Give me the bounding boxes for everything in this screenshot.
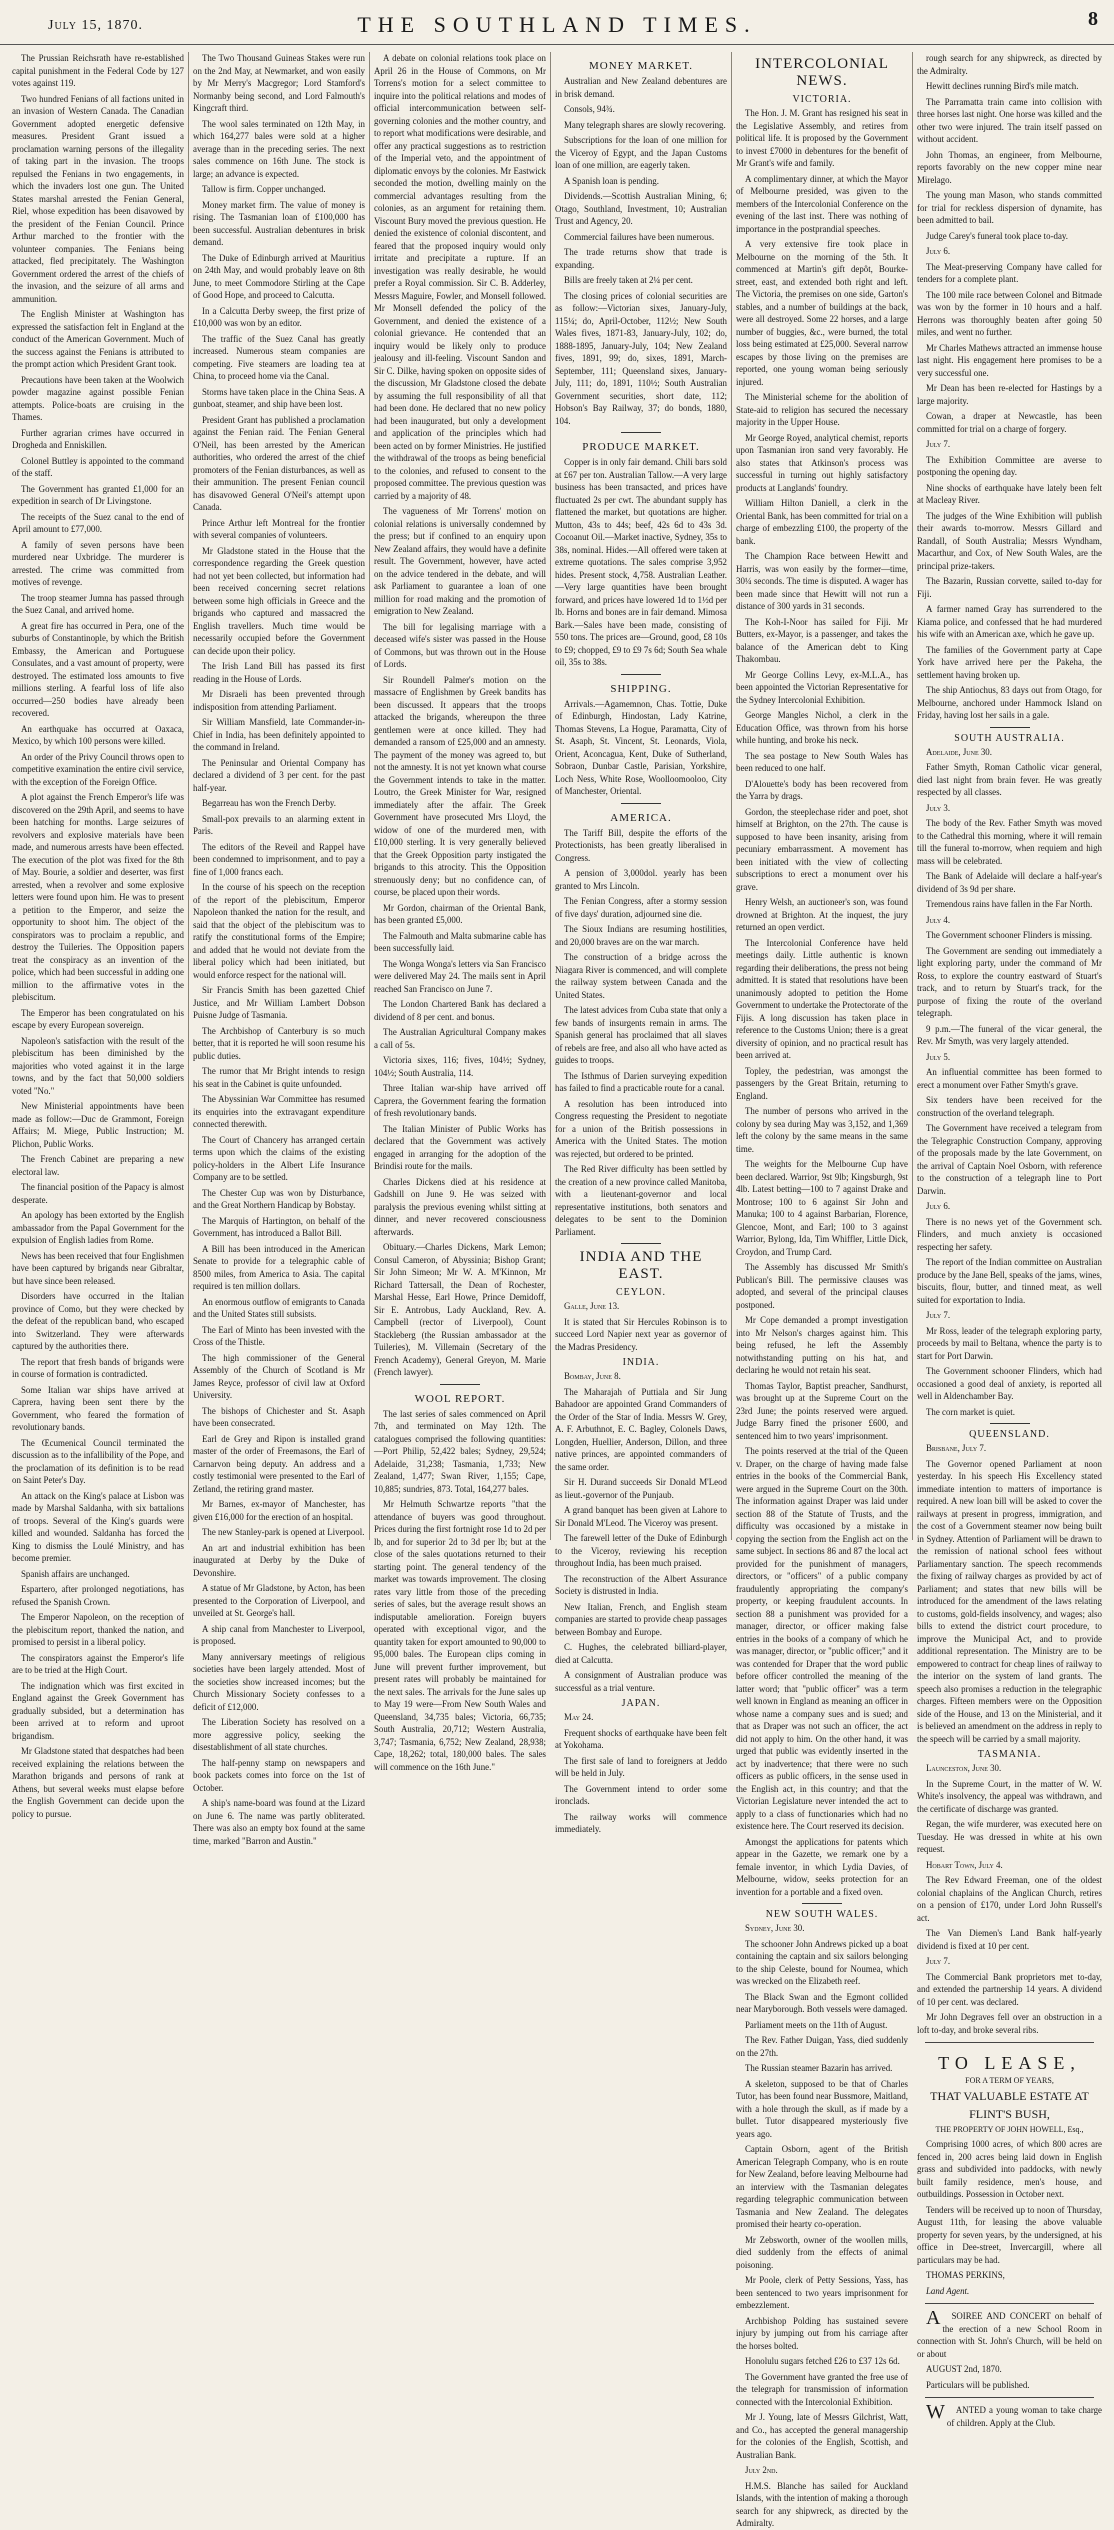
advert-divider bbox=[925, 2397, 1094, 2398]
news-paragraph: The Marquis of Hartington, on behalf of the Government, has introduced a Ballot Bill. bbox=[193, 1215, 365, 1238]
news-paragraph: The new Stanley-park is opened at Liverpool. bbox=[202, 1527, 365, 1537]
issue-date: July 15, 1870. bbox=[48, 18, 143, 33]
news-paragraph: Mr George Royed, analytical chemist, reports upon Tasmanian iron sand very favorably. He also states that Atkinson's process was successful in turning out highly satisfactory products at Langlands' foundry. bbox=[736, 432, 908, 493]
news-paragraph: The Rev. Father Duigan, Yass, died suddenly on the 27th. bbox=[736, 2035, 908, 2058]
news-paragraph: Arrivals.—Agamemnon, Chas. Tottie, Duke of Edinburgh, Hindostan, Lady Katrine, Thomas Stevens, La Hogue, Paramatta, City of St. Asaph, St. Vincent, St. Leonards, Viola, Orient, Aconcagua, Kent, Duke of Sutherland, Sobraon, Dunbar Castle, Parisian, Yorkshire, Loch Ness, White Rose, Woolloomooloo, City of Manchester, Oriental. bbox=[555, 698, 727, 796]
dateline: Bombay, June 8. bbox=[564, 1371, 621, 1381]
ad-note: Particulars will be published. bbox=[926, 2379, 1030, 2390]
news-paragraph: The Governor opened Parliament at noon yesterday. In his speech His Excellency stated immediate intention to matters of importance is required. A new loan bill will be asked to cover the railways at present in progress, immigration, and the cost of a Government steamer now being built in Sydney. Attention of Parliament will be drawn to the remission of national school fees without Parliamentary sanction. The speech recommends the fixing of railway charges as provided by act of Parliament; and states that new bills will be introduced for the amendment of the laws relating to customs, gold-fields insolvency, and wages; also bills to extend the district court procedure, to improve the Municipal Act, and to provide additional representation. The Ministry are to be empowered to contract for cheap lines of railway to the interior on the system of land grants. The speech also promises a reduction in the telegraphic charges. Fifteen members were on the Opposition side of the House, and 13 on the Ministerial, and it is believed an amendment on the address in reply to the speech will be carried by a small majority. bbox=[917, 1458, 1102, 1744]
dateline: July 4. bbox=[926, 914, 951, 925]
news-paragraph: Regan, the wife murderer, was executed here on Tuesday. He was dressed in white at his own request. bbox=[917, 1819, 1102, 1854]
news-paragraph: Mr Disraeli has been prevented through indisposition from attending Parliament. bbox=[193, 689, 365, 712]
news-paragraph: Mr J. Young, late of Messrs Gilchrist, Watt, and Co., has accepted the general managership for the colonies of the English, Scottish, and Australian Bank. bbox=[736, 2412, 908, 2460]
news-paragraph: The railway works will commence immediately. bbox=[555, 1811, 727, 1834]
news-paragraph: The Archbishop of Canterbury is so much better, that it is reported he will soon resume his public duties. bbox=[193, 1025, 365, 1061]
section-divider bbox=[990, 727, 1030, 728]
news-paragraph: The Emperor has been congratulated on his escape by every European sovereign. bbox=[12, 1007, 184, 1030]
news-paragraph: Amongst the applications for patents which appear in the Gazette, we remark one by a female inventor, in which Lydia Davies, of Melbourne, widow, seeks protection for an invention for a portable and a fixed oven. bbox=[736, 1836, 908, 1897]
news-paragraph: The English Minister at Washington has expressed the satisfaction felt in England at the conduct of the American Government. Much of the success against the Fenians is attributed to the prompt action which President Grant took. bbox=[12, 309, 184, 369]
news-paragraph: Mr George Collins Levy, ex-M.L.A., has been appointed the Victorian Representative for the Sydney Intercolonial Exhibition. bbox=[736, 669, 908, 705]
news-paragraph: The Commercial Bank proprietors met to-day, and extended the partnership 14 years. A dividend of 10 per cent. was declared. bbox=[917, 1971, 1102, 2007]
news-paragraph: Sir Francis Smith has been gazetted Chief Justice, and Mr William Lambert Dobson Puisne Judge of Tasmania. bbox=[193, 985, 365, 1020]
news-paragraph: Victoria sixes, 116; fives, 104½; Sydney, 104½; South Australia, 114. bbox=[374, 1055, 546, 1078]
news-paragraph: Mr Cope demanded a prompt investigation into Mr Nelson's charges against him. This being refused, he left the Assembly notwithstanding putting on his hat, and declaring he would not retain his seat. bbox=[736, 1315, 908, 1375]
news-paragraph: The trade returns show that trade is expanding. bbox=[555, 247, 727, 270]
news-paragraph: Further agrarian crimes have occurred in Drogheda and Enniskillen. bbox=[12, 427, 184, 450]
nsw-news-2 bbox=[736, 2480, 908, 2530]
news-paragraph: A family of seven persons have been murdered near Uxbridge. The murderer is arrested. The crime was committed from motives of revenge. bbox=[12, 539, 184, 587]
america-heading: AMERICA. bbox=[610, 811, 672, 824]
column-2 bbox=[189, 52, 370, 1846]
nsw-heading: NEW SOUTH WALES. bbox=[765, 1909, 879, 1920]
news-paragraph: Mr John Degraves fell over an obstruction in a loft to-day, and broke several ribs. bbox=[917, 2012, 1102, 2035]
news-paragraph: In a Calcutta Derby sweep, the first prize of £10,000 was won by an editor. bbox=[193, 305, 365, 328]
news-paragraph: The Bazarin, Russian corvette, sailed to-day for Fiji. bbox=[917, 576, 1102, 599]
news-paragraph: Parliament meets on the 11th of August. bbox=[745, 2019, 888, 2030]
news-paragraph: Honolulu sugars fetched £26 to £37 12s 6d. bbox=[745, 2356, 900, 2366]
news-paragraph: Mr Dean has been re-elected for Hastings by a large majority. bbox=[917, 383, 1102, 406]
news-paragraph: John Thomas, an engineer, from Melbourne, reports favorably on the new copper mine near Mirelago. bbox=[917, 149, 1102, 185]
news-paragraph: Gordon, the steeplechase rider and poet, shot himself at Brighton, on the 27th. The cause is supposed to have been insanity, arising from pecuniary embarrassment. A movement has been initiated with the view of collecting subscriptions to erect a monument over his grave. bbox=[736, 806, 908, 892]
news-paragraph: The Duke of Edinburgh arrived at Mauritius on 24th May, and would probably leave on 8th June, to meet Commodore Stirling at the Cape of Good Hope, and proceed to Calcutta. bbox=[193, 252, 365, 300]
news-paragraph: The troop steamer Jumna has passed through the Suez Canal, and arrived home. bbox=[12, 592, 184, 615]
news-paragraph: The Rev Edward Freeman, one of the oldest colonial chaplains of the Anglican Church, retires on a pension of £170, under Lord John Russell's act. bbox=[917, 1875, 1102, 1923]
ad-date: AUGUST 2nd, 1870. bbox=[926, 2364, 1002, 2374]
news-paragraph: The indignation which was first excited in England against the Greek Government has gradually subsided, but a determination has been arrived at to reform and uproot brigandism. bbox=[12, 1680, 184, 1741]
section-divider bbox=[621, 803, 661, 804]
news-paragraph: The Liberation Society has resolved on a more aggressive policy, seeking the disestablishment of all state churches. bbox=[193, 1717, 365, 1752]
news-paragraph: The Intercolonial Conference have held meetings daily. Little authentic is known regarding their deliberations, the press not being admitted. It is stated that resolutions have been unanimously adopted to petition the Home Government to undertake the Protectorate of the Fijis. A long discussion has taken place in reference to the Customs Union; there is a great diversity of opinion, and no practical result has been arrived at. bbox=[736, 937, 908, 1060]
news-paragraph: A farmer named Gray has surrendered to the Kiama police, and confessed that he had murdered his wife with an American axe, which he gave up. bbox=[917, 604, 1102, 639]
section-divider bbox=[621, 432, 661, 433]
news-paragraph: A Bill has been introduced in the American Senate to provide for a telegraphic cable of 8500 miles, from America to Asia. The capital required is ten million dollars. bbox=[193, 1243, 365, 1291]
news-paragraph: An attack on the King's palace at Lisbon was made by Marshal Saldanha, with six battalions of troops. Several of the King's guards were killed and wounded. Saldanha has forced the King to dismiss the Loulé Ministry, and has become premier. bbox=[12, 1490, 184, 1563]
news-paragraph: Many telegraph shares are slowly recovering. bbox=[564, 119, 726, 130]
news-paragraph: Cowan, a draper at Newcastle, has been committed for trial on a charge of forgery. bbox=[917, 411, 1102, 434]
news-paragraph: The families of the Government party at Cape York have arrived here per the Pakeha, the settlement having broken up. bbox=[917, 644, 1102, 680]
news-paragraph: The 100 mile race between Colonel and Bitmade was won by the former in 10 hours and a half. Herrons was thoroughly beaten after going 50 miles, and went no further. bbox=[917, 289, 1102, 337]
ad-body: Comprising 1000 acres, of which 800 acres are fenced in, 200 acres being laid down in English grass and subdivided into paddocks, with newly built family residence, men's house, and outbuildings. Possession in October next. bbox=[917, 2139, 1102, 2199]
news-paragraph: Mr Helmuth Schwartze reports "that the attendance of buyers was good throughout. Prices during the first fortnight rose 1d to 2d per lb, and for superior 2d to 3d per lb; but at the close of the sales quotations returned to their starting point. The general tendency of the market was towards improvement. The closing rates vary little from those of the preceding series of sales, but the average result shows an indisputable amelioration. Foreign buyers operated with exceptional vigor, and the quantity taken for export amounted to 90,000 to 95,000 bales. The European clips coming in June will prevent further improvement, but present rates will probably be maintained for the next sales. The arrivals for the June sales up to May 19 were—From New South Wales and Queensland, 34,735 bales; Victoria, 66,735; South Australia, 20,712; Western Australia, 3,747; Tasmania, 6,752; New Zealand, 28,938; Cape, 18,262; total, 180,000 bales. The sales will commence on the 16th June." bbox=[374, 1499, 546, 1772]
dateline: July 3. bbox=[926, 802, 951, 813]
japan-news bbox=[555, 1727, 727, 1836]
ad-body: WANTED a young woman to take charge of children. Apply at the Club. bbox=[926, 2401, 1102, 2428]
section-divider bbox=[621, 674, 661, 675]
news-paragraph: Judge Carey's funeral took place to-day. bbox=[926, 230, 1068, 241]
dateline: Hobart Town, July 4. bbox=[926, 1859, 1003, 1870]
ad-signature: THOMAS PERKINS, bbox=[926, 2270, 1005, 2280]
news-paragraph: Topley, the pedestrian, was amongst the passengers by the Great Britain, returning to England. bbox=[736, 1065, 908, 1101]
news-paragraph: President Grant has published a proclamation against the Fenian raid. The Fenian General O'Neil, has been arrested by the American authorities, who ordered the arrest of the chief promoters of the Fenian disturbances, as well as their ammunition. The present Fenian council has disavowed General O'Neil's attempt upon Canada. bbox=[193, 414, 365, 512]
news-paragraph: A Spanish loan is pending. bbox=[564, 175, 659, 186]
news-paragraph: Australian and New Zealand debentures are in brisk demand. bbox=[555, 76, 727, 99]
news-paragraph: The Court of Chancery has arranged certain terms upon which the claims of the existing policy-holders in the Albert Life Insurance Company are to be settled. bbox=[193, 1134, 365, 1182]
news-paragraph: Money market firm. The value of money is rising. The Tasmanian loan of £100,000 has been successful. Australian debentures in brisk demand. bbox=[193, 199, 365, 247]
news-paragraph: Obituary.—Charles Dickens, Mark Lemon; Consul Cameron, of Abyssinia; Bishop Grant; Sir John Simeon; Mr W. A. M'Kinnon, Mr Richard Tattersall, the Dean of Rochester, Marshal Hesse, Earl Howe, Prince Demidoff, Sir E. Antrobus, Lady Auckland, Rev. A. Campbell (rector of Liverpool), Count Stackleberg (the Russian ambassador at the Tuileries), M. Villemain (Secretary of the French Academy), General Greyon, M. Marie (French lawyer). bbox=[374, 1242, 546, 1377]
money-market bbox=[555, 75, 727, 427]
dateline: Sydney, June 30. bbox=[745, 1923, 805, 1933]
news-paragraph: Subscriptions for the loan of one million for the Viceroy of Egypt, and the Japan Customs loan of one million, are eagerly taken. bbox=[555, 135, 727, 170]
advert-divider bbox=[925, 2042, 1094, 2043]
news-paragraph: Archbishop Polding has sustained severe injury by jumping out from his carriage after the horses bolted. bbox=[736, 2315, 908, 2351]
news-paragraph: The Koh-I-Noor has sailed for Fiji. Mr Butters, ex-Mayor, is a passenger, and takes the balance of the American debt to King Thakombau. bbox=[736, 616, 908, 664]
news-paragraph: The Government have received a telegram from the Telegraphic Construction Company, approving of the proposals made by the late Government, on the arrival of Captain Noel Osborn, with reference to the construction of a telegraph line to Port Darwin. bbox=[917, 1123, 1102, 1196]
news-paragraph: The ship Antiochus, 83 days out from Otago, for Melbourne, anchored under Hammock Island on Friday, having lost her sails in a gale. bbox=[917, 685, 1102, 720]
south-australia-heading: SOUTH AUSTRALIA. bbox=[954, 732, 1065, 744]
news-paragraph: An order of the Privy Council throws open to competitive examination the entire civil service, with the exception of the Foreign Office. bbox=[12, 751, 184, 787]
news-paragraph: A grand banquet has been given at Lahore to Sir Donald M'Leod. The Viceroy was present. bbox=[555, 1505, 727, 1528]
japan-heading: JAPAN. bbox=[621, 1698, 661, 1709]
column-6 bbox=[913, 52, 1106, 2428]
news-paragraph: A complimentary dinner, at which the Mayor of Melbourne presided, was given to the members of the Intercolonial Conference on the evening of the last inst. There was nothing of importance in the postprandial speeches. bbox=[736, 173, 908, 234]
news-paragraph: rough search for any shipwreck, as directed by the Admiralty. bbox=[917, 53, 1102, 76]
news-paragraph: New Italian, French, and English steam companies are started to provide cheap passages between Bombay and Europe. bbox=[555, 1601, 727, 1637]
ad-body-2: Tenders will be received up to noon of Thursday, August 11th, for leasing the above valuable property for seven years, by the undersigned, at his office in Dee-street, Invercargill, where all particulars may be had. bbox=[917, 2204, 1102, 2265]
news-paragraph: The Maharajah of Puttiala and Sir Jung Bahadoor are appointed Grand Commanders of the Order of the Star of India. Messrs W. Grey, A. F. Arbuthnot, E. C. Bagley, Colonels Daws, Longden, Huellier, Anderson, Dillon, and three native princes, are appointed commanders of the same order. bbox=[555, 1386, 727, 1472]
news-paragraph: Mr Poole, clerk of Petty Sessions, Yass, has been sentenced to two years imprisonment for embezzlement. bbox=[736, 2275, 908, 2310]
intercolonial-heading: INTERCOLONIAL NEWS. bbox=[755, 56, 889, 89]
news-paragraph: The report that fresh bands of brigands were in course of formation is contradicted. bbox=[12, 1356, 184, 1379]
section-divider bbox=[440, 1384, 480, 1385]
ad-title: TO LEASE, bbox=[938, 2053, 1081, 2073]
news-paragraph: Mr Zebsworth, owner of the woollen mills, died suddenly from the effects of animal poisoning. bbox=[736, 2234, 908, 2270]
sa-news-2 bbox=[917, 817, 1102, 911]
news-paragraph: The reconstruction of the Albert Assurance Society is distrusted in India. bbox=[555, 1573, 727, 1596]
ad-owner: THE PROPERTY OF JOHN HOWELL, Esq., bbox=[935, 2125, 1084, 2134]
news-paragraph: An apology has been extorted by the English ambassador from the Papal Government for the expulsion of English ladies from Rome. bbox=[12, 1210, 184, 1245]
news-paragraph: Commercial failures have been numerous. bbox=[564, 231, 715, 242]
news-paragraph: The corn market is quiet. bbox=[926, 1406, 1015, 1417]
news-paragraph: George Mangles Nichol, a clerk in the Education Office, was thrown from his horse while hunting, and broke his neck. bbox=[736, 710, 908, 745]
column-5 bbox=[732, 52, 913, 2528]
news-paragraph: Prince Arthur left Montreal for the frontier with several companies of volunteers. bbox=[193, 517, 365, 540]
news-paragraph: 9 p.m.—The funeral of the vicar general, the Rev. Mr Smyth, was very largely attended. bbox=[917, 1023, 1102, 1046]
ceylon-news bbox=[555, 1316, 727, 1354]
news-paragraph: Mr Ross, leader of the telegraph exploring party, proceeds by mail to Beltana, whence the party is to start for Port Darwin. bbox=[917, 1325, 1102, 1361]
section-divider bbox=[802, 1903, 842, 1904]
lease-advertisement bbox=[917, 2053, 1102, 2297]
news-paragraph: Mr Barnes, ex-mayor of Manchester, has given £16,000 for the erection of an hospital. bbox=[193, 1499, 365, 1522]
news-paragraph: Nine shocks of earthquake have lately been felt at Macleay River. bbox=[917, 482, 1102, 505]
dateline: July 2nd. bbox=[745, 2465, 778, 2475]
news-paragraph: In the course of his speech on the reception of the report of the plebiscitum, Emperor Napoleon thanked the nation for the result, and said that the object of the plebiscitum was to ratify the constitutional forms of the Empire; and added that he would not deviate from the liberal policy which had been initiated, but would enforce respect for the national will. bbox=[193, 882, 365, 980]
news-paragraph: A consignment of Australian produce was successful as a trial venture. bbox=[555, 1670, 727, 1693]
news-paragraph: Consols, 94¾. bbox=[564, 104, 615, 114]
ad-signature-title: Land Agent. bbox=[926, 2285, 970, 2296]
news-paragraph: The Exhibition Committee are averse to postponing the opening day. bbox=[917, 454, 1102, 477]
news-paragraph: The Van Diemen's Land Bank half-yearly dividend is fixed at 10 per cent. bbox=[917, 1928, 1102, 1951]
news-paragraph: The Government schooner Flinders, which had occasioned a good deal of anxiety, is reported all well in Aldenchamber Bay. bbox=[917, 1366, 1102, 1401]
nsw-news-july-7 bbox=[917, 454, 1102, 722]
news-paragraph: The Sioux Indians are resuming hostilities, and 20,000 braves are on the war march. bbox=[555, 924, 727, 947]
news-paragraph: A very extensive fire took place in Melbourne on the morning of the 5th. It commenced at Martin's gift depôt, Bourke-street, east, and extended both right and left. The Victoria, the premises on one side, Garton's stables, and a number of buildings at the back, were all destroyed. Some 22 horses, and a large number of buggies, &c., were burned, the total loss being estimated at £25,000. Several narrow escapes by those living on the premises are reported, one young woman being seriously injured. bbox=[736, 239, 908, 387]
news-paragraph: The bishops of Chichester and St. Asaph have been consecrated. bbox=[193, 1405, 365, 1428]
news-paragraph: The Isthmus of Darien surveying expedition has failed to find a practicable route for a canal. bbox=[555, 1070, 727, 1093]
news-paragraph: Sir William Mansfield, late Commander-in-Chief in India, has been definitely appointed to the command in Ireland. bbox=[193, 717, 365, 752]
newspaper-title: THE SOUTHLAND TIMES. bbox=[357, 12, 757, 37]
dateline: Launceston, June 30. bbox=[926, 1763, 1002, 1773]
ad-headline: THAT VALUABLE ESTATE AT bbox=[930, 2089, 1089, 2103]
news-paragraph: The Parramatta train came into collision with three horses last night. One horse was killed and the other two were injured. The train itself passed on without accident. bbox=[917, 96, 1102, 144]
ceylon-heading: CEYLON. bbox=[615, 1287, 667, 1298]
india-heading: INDIA. bbox=[622, 1357, 660, 1368]
news-paragraph: The latest advices from Cuba state that only a few bands of insurgents remain in arms. The Spanish general has proclaimed that all slaves of rebels are free, and also all who have acted as guides to troops. bbox=[555, 1005, 727, 1065]
news-paragraph: A ship canal from Manchester to Liverpool, is proposed. bbox=[193, 1623, 365, 1646]
sa-news bbox=[917, 761, 1102, 799]
news-paragraph: Hewitt declines running Bird's mile match. bbox=[926, 81, 1079, 91]
news-paragraph: An art and industrial exhibition has been inaugurated at Derby by the Duke of Devonshire. bbox=[193, 1542, 365, 1578]
news-paragraph: The French Cabinet are preparing a new electoral law. bbox=[12, 1154, 184, 1177]
news-paragraph: Frequent shocks of earthquake have been felt at Yokohama. bbox=[555, 1727, 727, 1750]
news-paragraph: The report of the Indian committee on Australian produce by the Jane Bell, speaks of the jams, wines, biscuits, flour, butter, and tinned meat, as well suited for exportation to India. bbox=[917, 1257, 1102, 1305]
news-paragraph: The bill for legalising marriage with a deceased wife's sister was passed in the House of Commons, but was thrown out in the House of Lords. bbox=[374, 621, 546, 669]
news-paragraph: The sea postage to New South Wales has been reduced to one half. bbox=[736, 750, 908, 773]
news-paragraph: An influential committee has been formed to erect a monument over Father Smyth's grave. bbox=[917, 1067, 1102, 1090]
news-paragraph: The Fenian Congress, after a stormy session of five days' duration, adjourned sine die. bbox=[555, 896, 727, 919]
news-paragraph: A resolution has been introduced into Congress requesting the President to negotiate for a union of the British possessions in America with the United States. The motion was rejected, but ordered to be printed. bbox=[555, 1098, 727, 1159]
news-paragraph: There is no news yet of the Government sch. Flinders, and much anxiety is occasioned respecting her safety. bbox=[917, 1216, 1102, 1252]
news-paragraph: Espartero, after prolonged negotiations, has refused the Spanish Crown. bbox=[12, 1584, 184, 1607]
dateline: Galle, June 13. bbox=[564, 1301, 620, 1311]
news-paragraph: Napoleon's satisfaction with the result of the plebiscitum has been diminished by the majorities who voted against it in the large towns, and by the fact that 50,000 soldiers voted "No." bbox=[12, 1035, 184, 1096]
news-paragraph: The Wonga Wonga's letters via San Francisco were delivered May 24. The mails sent in April reached San Francisco on June 7. bbox=[374, 958, 546, 994]
news-paragraph: The Champion Race between Hewitt and Harris, was won easily by the former—time, 30¼ seconds. The time is disputed. A wager has been made since that Hewitt will not run a distance of 300 yards in 31 seconds. bbox=[736, 551, 908, 611]
news-paragraph: The Prussian Reichsrath have re-established capital punishment in the Federal Code by 127 votes against 119. bbox=[12, 53, 184, 88]
soiree-advertisement bbox=[917, 2307, 1102, 2391]
sa-news-3 bbox=[917, 929, 1102, 1048]
news-paragraph: Begarreau has won the French Derby. bbox=[202, 798, 336, 808]
column-3 bbox=[370, 52, 551, 1772]
queensland-news bbox=[917, 1458, 1102, 1746]
columns bbox=[8, 52, 1106, 2528]
news-paragraph: The Government have granted the free use of the telegraph for transmission of information connected with the Intercolonial Exhibition. bbox=[736, 2371, 908, 2407]
india-east-heading: INDIA AND THE EAST. bbox=[579, 1249, 703, 1282]
news-paragraph: A pension of 3,000dol. yearly has been granted to Mrs Lincoln. bbox=[555, 868, 727, 891]
news-paragraph: Mr Gladstone stated in the House that the correspondence regarding the Greek question had not yet been collected, but information had been received concerning secret relations between some high officials in Greece and the brigands who captured and massacred the English travellers. Much time would be necessarily occupied before the Government can decide upon their policy. bbox=[193, 545, 365, 656]
news-paragraph: The Peninsular and Oriental Company has declared a dividend of 3 per cent. for the past half-year. bbox=[193, 757, 365, 793]
news-paragraph: The editors of the Reveil and Rappel have been condemned to imprisonment, and to pay a fine of 1,000 francs each. bbox=[193, 841, 365, 877]
news-paragraph: D'Alouette's body has been recovered from the Yarra by drags. bbox=[736, 778, 908, 801]
news-paragraph: The Bank of Adelaide will declare a half-year's dividend of 3s 9d per share. bbox=[917, 871, 1102, 894]
news-paragraph: A plot against the French Emperor's life was discovered on the 29th April, and seems to have been hatching for months. Large seizures of revolvers and explosive materials have been made, and numerous arrests have been effected. The execution of the plot was fixed for the 8th of May. Bourie, a soldier and deserter, was first arrested, when a revolver and some explosive letters were found upon him. He was to present a petition to the Emperor, and seize the opportunity to shoot him. The object of the conspirators was to proclaim a republic, and destroy the Tuileries. The Opposition papers treat the conspiracy as an invention of the police, which had been successful in adding one million to the affirmative votes in the plebiscitum. bbox=[12, 792, 184, 1002]
dateline: July 7. bbox=[926, 439, 951, 449]
news-paragraph: The Australian Agricultural Company makes a call of 5s. bbox=[374, 1027, 546, 1050]
ad-location: FLINT'S BUSH, bbox=[969, 2107, 1050, 2121]
america bbox=[555, 827, 727, 1239]
news-paragraph: New Ministerial appointments have been made as follow:—Duc de Grammont, Foreign Affairs; M. Miege, Public Instruction; M. Plichon, Public Works. bbox=[12, 1101, 184, 1149]
tasmania-heading: TASMANIA. bbox=[977, 1749, 1042, 1760]
dateline: Brisbane, July 7. bbox=[926, 1443, 987, 1453]
news-paragraph: The Hon. J. M. Grant has resigned his seat in the Legislative Assembly, and retires from political life. It is proposed by the Government to invest £7000 in debentures for the benefit of Mr Grant's wife and family. bbox=[736, 108, 908, 168]
page-number: 8 bbox=[1088, 8, 1098, 30]
queensland-heading: QUEENSLAND. bbox=[969, 1429, 1050, 1440]
news-paragraph: The Abyssinian War Committee has resumed its enquiries into the extravagant expenditure connected therewith. bbox=[193, 1094, 365, 1129]
news-paragraph: The London Chartered Bank has declared a dividend of 8 per cent. and bonus. bbox=[374, 999, 546, 1022]
news-paragraph: The receipts of the Suez canal to the end of April amount to £77,000. bbox=[12, 511, 184, 534]
news-paragraph: An earthquake has occurred at Oaxaca, Mexico, by which 100 persons were killed. bbox=[12, 723, 184, 746]
news-paragraph: In the Supreme Court, in the matter of W. W. White's insolvency, the appeal was withdrawn, and the certificate of discharge was granted. bbox=[917, 1778, 1102, 1814]
news-paragraph: Tremendous rains have fallen in the Far North. bbox=[926, 899, 1093, 909]
news-paragraph: Two hundred Fenians of all factions united in an invasion of Western Canada. The Canadian Government adopted energetic defensive measures. President Grant issued a proclamation warning persons of the illegality of taking part in the invasion. The troops repulsed the Fenians in two engagements, in which the invaders lost one gun. The United States marshal arrested the Fenian General, Riel, whose expedition has been disavowed by the president of the Fenian Council. Prince Arthur marched to the frontier with the volunteer companies. The Fenians being attacked, fled precipitately. The Washington Government ordered the arrest of the chiefs of the invasion, and the seizure of all arms and ammunition. bbox=[12, 93, 184, 304]
news-paragraph: Mr Charles Mathews attracted an immense house last night. His engagement here promises to be a very successful one. bbox=[917, 342, 1102, 378]
news-paragraph: Henry Welsh, an auctioneer's son, was found drowned at Brighton. At the inquest, the jury returned an open verdict. bbox=[736, 897, 908, 932]
sa-news-5 bbox=[917, 1216, 1102, 1307]
nsw-continued bbox=[917, 52, 1102, 242]
news-paragraph: The schooner John Andrews picked up a boat containing the captain and six sailors belonging to the ship Celeste, bound for Noumea, which was wrecked on the Elizabeth reef. bbox=[736, 1938, 908, 1986]
news-paragraph: The conspirators against the Emperor's life are to be tried at the High Court. bbox=[12, 1652, 184, 1675]
ad-body: ASOIREE AND CONCERT on behalf of the erection of a new School Room in connection with St. John's Church, will be held on or about bbox=[917, 2307, 1102, 2359]
india-news bbox=[555, 1386, 727, 1695]
news-paragraph: The Assembly has discussed Mr Smith's Publican's Bill. The permissive clauses was adopted, and several of the principal clauses postponed. bbox=[736, 1262, 908, 1310]
news-paragraph: Precautions have been taken at the Woolwich powder magazine against possible Fenian attempts. Police-boats are cruising in the Thames. bbox=[12, 374, 184, 422]
dateline: July 5. bbox=[926, 1051, 951, 1062]
news-paragraph: Spanish affairs are unchanged. bbox=[21, 1568, 130, 1579]
produce-market-heading: PRODUCE MARKET. bbox=[582, 441, 700, 453]
news-paragraph: Dividends.—Scottish Australian Mining, 6; Otago, Southland, Investment, 10; Australian Trust and Agency, 20. bbox=[555, 191, 727, 226]
news-paragraph: Sir Roundell Palmer's motion on the massacre of Englishmen by Greek bandits has been discussed. It appears that the troops attacked the brigands, whereupon the three gentlemen were at once killed. They had demanded a ransom of £25,000 and an amnesty. The payment of the money was agreed to, but not the amnesty. It is not yet known what course the Government intends to take in the matter. Loutro, the Greek Minister for War, resigned immediately after the affair. The Greek Government have prosecuted Mrs Lloyd, the widow of one of the murdered men, with £10,000 sterling. It is very generally believed that the Greek Opposition party instigated the brigands to this atrocity. This the Opposition strenuously deny; but no confidence can, of course, be placed upon their words. bbox=[374, 674, 546, 897]
news-paragraph: The Italian Minister of Public Works has declared that the Government was actively engaged in arranging for the adoption of the Brindisi route for the mails. bbox=[374, 1123, 546, 1171]
news-paragraph: The Government intend to order some ironclads. bbox=[555, 1783, 727, 1806]
news-paragraph: The Black Swan and the Egmont collided near Maryborough. Both vessels were damaged. bbox=[736, 1991, 908, 2014]
news-paragraph: The Irish Land Bill has passed its first reading in the House of Lords. bbox=[193, 661, 365, 684]
news-paragraph: Colonel Buttley is appointed to the command of the staff. bbox=[12, 455, 184, 478]
news-paragraph: Disorders have occurred in the Italian province of Como, but they were checked by the defeat of the republican band, who escaped into Switzerland. They were afterwards captured by the authorities there. bbox=[12, 1291, 184, 1351]
news-paragraph: Mr Gordon, chairman of the Oriental Bank, has been granted £5,000. bbox=[374, 902, 546, 925]
news-paragraph: The Russian steamer Bazarin has arrived. bbox=[745, 2063, 893, 2073]
news-paragraph: It is stated that Sir Hercules Robinson is to succeed Lord Napier next year as governor of the Madras Presidency. bbox=[555, 1316, 727, 1352]
sa-news-4 bbox=[917, 1066, 1102, 1197]
news-paragraph: The financial position of the Papacy is almost desperate. bbox=[12, 1182, 184, 1205]
news-paragraph: The construction of a bridge across the Niagara River is commenced, and will complete the railway system between Canada and the United States. bbox=[555, 952, 727, 1000]
wool-report-heading: WOOL REPORT. bbox=[414, 1392, 506, 1405]
nsw-news bbox=[736, 1938, 908, 2462]
tasmania-news bbox=[917, 1778, 1102, 1856]
news-paragraph: Copper is in only fair demand. Chili bars sold at £67 per ton. Australian Tallow.—A very large business has been transacted, and prices have fluctuated 2s per cwt. The abundant supply has flattened the market, but quotations are higher. Mutton, 43s to 44s; beef, 42s 6d to 43s 3d. Cocoanut Oil.—Market inactive, Sydney, 35s to 38s, nominal. Hides.—All offered were taken at extreme quotations. The sales comprise 3,952 hides. Present stock, 4,758. Australian Leather.—Very large quantities have been brought forward, and prices have lowered 1d to 1½d per lb. Horns and bones are in fair demand. Mimosa Bark.—Sales have been made, consisting of 550 tons. The prices are—Ground, good, £8 10s to £9; chopped, £9 to £9 7s 6d; South Sea whale oil, 35s to 38s. bbox=[555, 457, 727, 667]
dateline: July 7. bbox=[926, 1310, 951, 1320]
section-divider bbox=[990, 1423, 1030, 1424]
masthead bbox=[0, 0, 1114, 45]
news-paragraph: The wool sales terminated on 12th May, in which 164,277 bales were sold at a higher average than in the preceding series. The next sales commence on 16th June. The stock is large; an advance is expected. bbox=[193, 118, 365, 179]
news-paragraph: The judges of the Wine Exhibition will publish their awards to-morrow. Messrs Gillard and Randall, of South Australia; Messrs Wyndham, Macarthur, and Cox, of New South Wales, are the principal prize-takers. bbox=[917, 510, 1102, 571]
news-paragraph: The Falmouth and Malta submarine cable has been successfully laid. bbox=[374, 930, 546, 953]
news-paragraph: Mr Gladstone stated that despatches had been received explaining the relations between the Marathon brigands and persons of rank at Athens, but several weeks must elapse before the English Government can decide upon the policy to pursue. bbox=[12, 1746, 184, 1819]
news-paragraph: The weights for the Melbourne Cup have been declared. Warrior, 9st 9lb; Kingsburgh, 9st 4lb. Latest betting—100 to 7 against Drake and Montrose; 100 to 6 against Sir John and Manuka; 100 to 4 against Barbarian, Florence, Glencoe, Mont, and Earl; 100 to 3 against Warrior, Bylong, Ida, Tim Whiffler, Little Dick, Croydon, and Trump Card. bbox=[736, 1159, 908, 1257]
dateline: Adelaide, June 30. bbox=[926, 746, 992, 757]
news-paragraph: Thomas Taylor, Baptist preacher, Sandhurst, was brought up at the Supreme Court on the 23rd June; the points reserved were argued. Judge Barry fined the prisoner £600, and sentenced him to two years' imprisonment. bbox=[736, 1380, 908, 1441]
news-paragraph: A skeleton, supposed to be that of Charles Tutor, has been found near Bussmore, Maitland, with a hole through the skull, as if made by a bullet. Tutor disappeared mysteriously five years ago. bbox=[736, 2078, 908, 2139]
column-4 bbox=[551, 52, 732, 1834]
news-paragraph: News has been received that four Englishmen have been captured by brigands near Gibraltar, but have since been released. bbox=[12, 1250, 184, 1286]
news-paragraph: The Emperor Napoleon, on the reception of the plebiscitum report, thanked the nation, and promised to persist in a liberal policy. bbox=[12, 1612, 184, 1647]
news-paragraph: The number of persons who arrived in the colony by sea during May was 3,152, and 1,369 left the colony by the same means in the same time. bbox=[736, 1106, 908, 1154]
news-paragraph: Captain Osborn, agent of the British American Telegraph Company, who is en route for New Zealand, before leaving Melbourne had an interview with the Tasmanian delegates regarding telegraphic communication between Tasmania and New Zealand. The delegates promised their hearty co-operation. bbox=[736, 2144, 908, 2229]
victoria-heading: VICTORIA. bbox=[792, 94, 852, 105]
news-paragraph: The farewell letter of the Duke of Edinburgh to the Viceroy, reviewing his reception throughout India, has been much praised. bbox=[555, 1533, 727, 1568]
news-paragraph: The half-penny stamp on newspapers and book packets comes into force on the 1st of October. bbox=[193, 1757, 365, 1793]
news-paragraph: Charles Dickens died at his residence at Gadshill on June 9. He was seized with paralysis the previous evening whilst sitting at dinner, and never recovered consciousness afterwards. bbox=[374, 1176, 546, 1237]
column-1 bbox=[8, 52, 189, 1819]
dateline: July 6. bbox=[926, 1201, 951, 1211]
shipping bbox=[555, 698, 727, 798]
colonial-relations-news bbox=[374, 52, 546, 1379]
news-paragraph: The Government are sending out immediately a light exploring party, under the command of Mr Ross, to explore the country eastward of Stuart's track, and to return by Stuart's track, for the purpose of fixing the route of the overland telegraph. bbox=[917, 945, 1102, 1018]
news-paragraph: The vagueness of Mr Torrens' motion on colonial relations is universally condemned by the press; but if confined to an enquiry upon New Zealand affairs, they would have a definite result. The Government, however, have acted on the advice tendered in the debate, and will ask Parliament to guarantee a loan of one million for road making and the promotion of emigration to New Zealand. bbox=[374, 506, 546, 616]
tasmania-news-2 bbox=[917, 1874, 1102, 1952]
news-paragraph: A great fire has occurred in Pera, one of the suburbs of Constantinople, by which the British Embassy, the American and Portuguese Consulates, and a vast amount of property, were destroyed. The estimated loss amounts to five millions sterling. A fearful loss of life also occurred—250 bodies have already been recovered. bbox=[12, 620, 184, 718]
dateline: July 6. bbox=[926, 246, 951, 256]
ad-subtitle: FOR A TERM OF YEARS, bbox=[965, 2076, 1054, 2085]
news-paragraph: The Government has granted £1,000 for an expedition in search of Dr Livingstone. bbox=[12, 483, 184, 506]
shipping-heading: SHIPPING. bbox=[610, 682, 672, 695]
dateline: July 7. bbox=[926, 1956, 951, 1966]
news-paragraph: Some Italian war ships have arrived at Caprera, having been sent there by the Government, who feared the formation of revolutionary bands. bbox=[12, 1384, 184, 1432]
victoria-news bbox=[736, 107, 908, 1898]
news-paragraph: Sir H. Durand succeeds Sir Donald M'Leod as lieut.-governor of the Punjaub. bbox=[555, 1477, 727, 1500]
nsw-news-july-6 bbox=[917, 261, 1102, 436]
news-paragraph: The Earl of Minto has been invested with the Cross of the Thistle. bbox=[193, 1324, 365, 1347]
money-market-heading: MONEY MARKET. bbox=[588, 60, 694, 72]
produce-market bbox=[555, 456, 727, 669]
news-paragraph: C. Hughes, the celebrated billiard-player, died at Calcutta. bbox=[555, 1642, 727, 1665]
news-paragraph: The rumor that Mr Bright intends to resign his seat in the Cabinet is quite unfounded. bbox=[193, 1066, 365, 1089]
news-paragraph: William Hilton Daniell, a clerk in the Oriental Bank, has been committed for trial on a charge of embezzling £100, the property of the bank. bbox=[736, 498, 908, 546]
news-paragraph: Six tenders have been received for the construction of the overland telegraph. bbox=[917, 1095, 1102, 1118]
wool-report bbox=[374, 1408, 546, 1774]
news-paragraph: The high commissioner of the General Assembly of the Church of Scotland is Mr James Reyce, professor of civil law at Oxford University. bbox=[193, 1352, 365, 1400]
news-paragraph: The last series of sales commenced on April 7th, and terminated on May 12th. The catalogues comprised the following quantities:—Port Philip, 52,422 bales; Sydney, 29,524; Adelaide, 31,238; Tasmania, 1,733; New Zealand, 1,477; Swan River, 1,155; Cape, 10,885; sundries, 873. Total, 164,277 bales. bbox=[374, 1408, 546, 1494]
news-paragraph: H.M.S. Blanche has sailed for Auckland Islands, with the intention of making a thorough search for any shipwreck, as directed by the Admiralty. bbox=[736, 2480, 908, 2528]
news-paragraph: The Two Thousand Guineas Stakes were run on the 2nd May, at Newmarket, and won easily by Mr Merry's Macgregor; Lord Stamford's Normanby being second, and Lord Falmouth's Kingcraft third. bbox=[193, 53, 365, 113]
news-paragraph: A debate on colonial relations took place on April 26 in the House of Commons, on Mr Torrens's motion for a select committee to inquire into the political relations and modes of official intercommunication between self-governing colonies and the mother country, and to report what modifications were desirable, and offer any practical suggestions as to restriction of the Imperial veto, and the appointment of diplomatic envoys by the colonies. Mr Eastwick seconded the motion, dwelling mainly on the commercial advantages resulting from the colonies, as an argument for retaining them. Viscount Bury moved the previous question. He denied the existence of colonial discontent, and feared that the proposed inquiry would only irritate and precipitate a rupture. If an investigation was really desirable, he would prefer a Royal commission. Sir C. B. Adderley, Messrs Maguire, Fowler, and Monsell followed. Mr Monsell defended the policy of the Government, and denied the existence of a colonial grievance. He contended that an inquiry would be likely only to produce jealousy and ill-feeling. Viscount Sandon and Sir C. Dilke, having spoken on opposite sides of the discussion, Mr Gladstone closed the debate by assuming the full responsibility of all that had been done. He declared that no new policy had been inaugurated, but only a development and application of the principles which had been acted on by former Ministries. He justified the withdrawal of the troops as being beneficial to the colonies, and refused to consent to the proposed committee. The previous question was carried by a majority of 48. bbox=[374, 53, 546, 501]
news-paragraph: The traffic of the Suez Canal has greatly increased. Numerous steam companies are competing. Five steamers are loading tea at China, to proceed home via the Canal. bbox=[193, 333, 365, 381]
news-paragraph: Three Italian war-ship have arrived off Caprera, the Government fearing the formation of fresh revolutionary bands. bbox=[374, 1083, 546, 1118]
news-paragraph: The Œcumenical Council terminated the discussion as to the infallibility of the Pope, and the proclamation of its definition is to be read on Saint Peter's Day. bbox=[12, 1437, 184, 1485]
news-paragraph: The closing prices of colonial securities are as follow:—Victorian sixes, January-July, 115¼; do, April-October, 112½; New South Wales fives, 1871-83, January-July, 102; do, 1888-1895, January-July, 104; New Zealand fives, 1891, 99; do, sixes, 1891, March-September, 111; Queensland sixes, January-July, 111; do, 1891, 110½; South Australian Government securities, short date, 112; Hobson's Bay Railway, 37; do bonds, 1880, 104. bbox=[555, 290, 727, 426]
news-paragraph: The Meat-preserving Company have called for tenders for a complete plant. bbox=[917, 261, 1102, 284]
news-paragraph: A statue of Mr Gladstone, by Acton, has been presented to the Corporation of Liverpool, and unveiled at St. George's hall. bbox=[193, 1583, 365, 1618]
news-paragraph: The young man Mason, who stands committed for trial for reckless dispersion of dynamite, has been admitted to bail. bbox=[917, 190, 1102, 225]
dateline: May 24. bbox=[564, 1712, 594, 1722]
news-paragraph: Father Smyth, Roman Catholic vicar general, died last night from brain fever. He was greatly respected by all classes. bbox=[917, 762, 1102, 797]
news-paragraph: The Chester Cup was won by Disturbance, and the Great Northern Handicap by Bobstay. bbox=[193, 1187, 365, 1210]
news-paragraph: The body of the Rev. Father Smyth was moved to the Cathedral this morning, where it will remain till the funeral to-morrow, when requiem and high mass will be celebrated. bbox=[917, 818, 1102, 866]
news-paragraph: The points reserved at the trial of the Queen v. Draper, on the charge of having made false entries in the books of the Commercial Bank, were argued in the Supreme Court on the 30th. The information against Draper was laid under section 88 of the Statute of Trusts, and the difficulty was occasioned by a mistake in copying the section from the English act on the same subject. In sections 86 and 87 the local act provided for the punishment of managers, directors, or "officers" of a public company fraudulently appropriating the company's property, or keeping fraudulent accounts. In section 88 a punishment was provided for a manager, director, or officer making false entries in the books of a company of which he was manager, director, or "public officer;" and it was contended for Draper that the word public before officer controlled the meaning of the latter word; that "public officer" was a term well known in England as meaning an officer in whose name a company sues and is sued; and that as Draper was not such an officer, the act did not apply to him. On the other hand, it was urged that public was evidently inserted in the act by inadvertence; that there were no such officers as public officers, in the sense used in the English act, in this country; and that the Victorian Legislature never intended the act to apply to a class of functionaries which had no existence here. The Court reserved its decision. bbox=[736, 1446, 908, 1831]
tasmania-news-3 bbox=[917, 1971, 1102, 2037]
news-paragraph: Small-pox prevails to an alarming extent in Paris. bbox=[193, 813, 365, 836]
news-paragraph: Storms have taken place in the China Seas. A gunboat, steamer, and ship have been lost. bbox=[193, 386, 365, 409]
news-paragraph: The Government schooner Flinders is missing. bbox=[926, 930, 1093, 940]
advert-divider bbox=[925, 2303, 1094, 2304]
news-paragraph: An enormous outflow of emigrants to Canada and the United States still subsists. bbox=[193, 1296, 365, 1319]
news-paragraph: Bills are freely taken at 2¼ per cent. bbox=[564, 275, 693, 285]
wanted-advertisement bbox=[917, 2401, 1102, 2429]
section-divider bbox=[621, 1243, 661, 1244]
sa-news-6 bbox=[917, 1325, 1102, 1419]
news-paragraph: The Red River difficulty has been settled by the creation of a new province called Manitoba, with a lieutenant-governor and local representative institutions, both senators and delegates to be sent to the Dominion Parliament. bbox=[555, 1164, 727, 1237]
news-paragraph: The Ministerial scheme for the abolition of State-aid to religion has secured the necessary majority in the Upper House. bbox=[736, 392, 908, 427]
news-paragraph: Many anniversary meetings of religious societies have been largely attended. Most of the societies show increased incomes; but the Church Missionary Society confesses to a deficit of £12,000. bbox=[193, 1651, 365, 1712]
news-paragraph: The first sale of land to foreigners at Jeddo will be held in July. bbox=[555, 1755, 727, 1778]
news-paragraph: A ship's name-board was found at the Lizard on June 6. The name was partly obliterated. There was also an empty box found at the same time, marked "Barron and Austin." bbox=[193, 1798, 365, 1846]
news-paragraph: Earl de Grey and Ripon is installed grand master of the order of Freemasons, the Earl of Carnarvon being deputy. An address and a costly testimonial were presented to the Earl of Zetland, the retiring grand master. bbox=[193, 1433, 365, 1494]
news-paragraph: The Tariff Bill, despite the efforts of the Protectionists, has been greatly liberalised in Congress. bbox=[555, 827, 727, 863]
news-paragraph: Tallow is firm. Copper unchanged. bbox=[202, 184, 326, 194]
